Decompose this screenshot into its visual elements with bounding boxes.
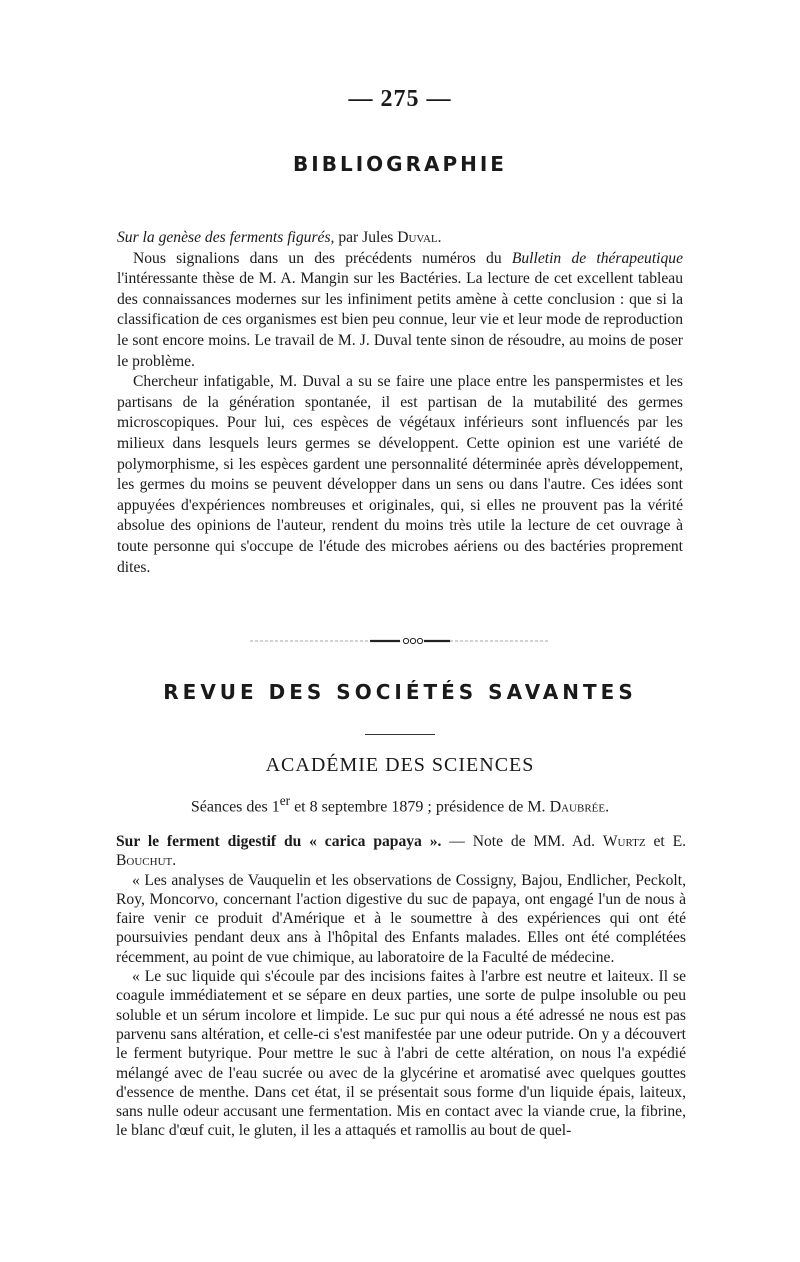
bibliographie-paragraph-2: Chercheur infatigable, M. Duval a su se faire une place entre les panspermistes et les partisans de la génération spontanée, il est partisan de la mutabilité des germes microscopiques. Pour lui, ces espèces de végétaux inférieurs sont influencés par les milieux dans lesquels leurs germes se développent. Cette opinion est une variété de polymorphisme, si les espèces gardent une personnalité déterminée après développement, les germes du moins se peuvent développer dans un sens ou dans l'autre. Ces idées sont appuyées d'expériences nombreuses et originales, qui, si elles ne prouvent pas la vérité absolue des opinions de l'auteur, rendent du moins très utile la lecture de cet ouvrage à toute personne qui s'occupe de l'étude des microbes aériens ou des bactéries proprement dites. xyxy=(117,373,683,576)
article-title: Sur le ferment digestif du « carica papaya ». xyxy=(116,833,442,850)
president-name: Daubrée. xyxy=(549,798,610,816)
bibliographie-heading: BIBLIOGRAPHIE xyxy=(293,152,507,176)
book-reference xyxy=(117,228,683,249)
article-paragraph-1: « Les analyses de Vauquelin et les observations de Cossigny, Bajou, Endlicher, Peckolt, Roy, Moncorvo, concernant l'action digestive du suc de papaya, ont engagé l'un de nous à faire venir ce produit d'Amérique et à le soumettre à des expériences qui ont été poursuivies pendant deux ans à l'hôpital des Enfants malades. Elles ont été complétées récemment, au point de vue chimique, au laboratoire de la Faculté de médecine. xyxy=(116,871,686,966)
book-title: Sur la genèse des ferments figurés, xyxy=(117,229,335,246)
paragraph-text: Nous signalions dans un des précédents numéros du xyxy=(133,249,512,267)
book-author: Duval. xyxy=(397,229,442,246)
article-text xyxy=(116,832,686,1141)
short-divider xyxy=(365,734,435,735)
article-conjunction: et E. xyxy=(645,833,686,850)
article-heading xyxy=(116,832,686,871)
page-number: — 275 — xyxy=(348,86,452,112)
by-label: par Jules xyxy=(334,229,398,246)
article-paragraph-2: « Le suc liquide qui s'écoule par des incisions faites à l'arbre est neutre et laiteux. Il se coagule immédiatement et se sépare en deux parties, une sorte de pulpe insoluble ou peu soluble et un sérum incolore et limpide. Le suc pur qui nous a été adressé ne nous est pas parvenu sans altération, et celle-ci s'est manifestée par une odeur putride. On y a découvert le ferment butyrique. Pour mettre le suc à l'abri de cette altération, on nous l'a expédié mélangé avec de l'eau sucrée ou avec de la glycérine et aromatisé avec quelques gouttes d'essence de menthe. Dans cet état, il se présentait sous forme d'un liquide épais, laiteux, sans nulle odeur accusant une fermentation. Mis en contact avec la viande crue, la fibrine, le blanc d'œuf cuit, le gluten, il les a attaqués et ramollis au bout de quel- xyxy=(116,968,686,1140)
ordinal-superscript: er xyxy=(279,793,291,808)
article-author: Wurtz xyxy=(602,833,646,850)
article-note: — Note de MM. Ad. xyxy=(441,833,603,850)
section-divider-ornament xyxy=(250,636,550,646)
seances-line xyxy=(0,793,800,816)
paragraph-text: l'intéressante thèse de M. A. Mangin sur les Bactéries. La lecture de cet excellent tableau des connaissances modernes sur les infiniment petits amène à cette conclusion : que si la classification de ces organismes est bien peu connue, leur vie et leur mode de reproduction le sont encore moins. Le travail de M. J. Duval tente sinon de résoudre, au moins de poser le problème. xyxy=(117,270,683,370)
seances-text: et 8 septembre 1879 ; présidence de M. xyxy=(290,798,550,816)
bibliographie-text xyxy=(117,228,683,578)
seances-text: Séances des 1 xyxy=(190,798,280,816)
academie-heading: ACADÉMIE DES SCIENCES xyxy=(265,754,535,776)
revue-heading: REVUE DES SOCIÉTÉS SAVANTES xyxy=(163,680,637,704)
journal-title: Bulletin de thérapeutique xyxy=(511,249,683,267)
bibliographie-paragraph-1 xyxy=(117,249,683,373)
article-author: Bouchut. xyxy=(116,852,177,870)
